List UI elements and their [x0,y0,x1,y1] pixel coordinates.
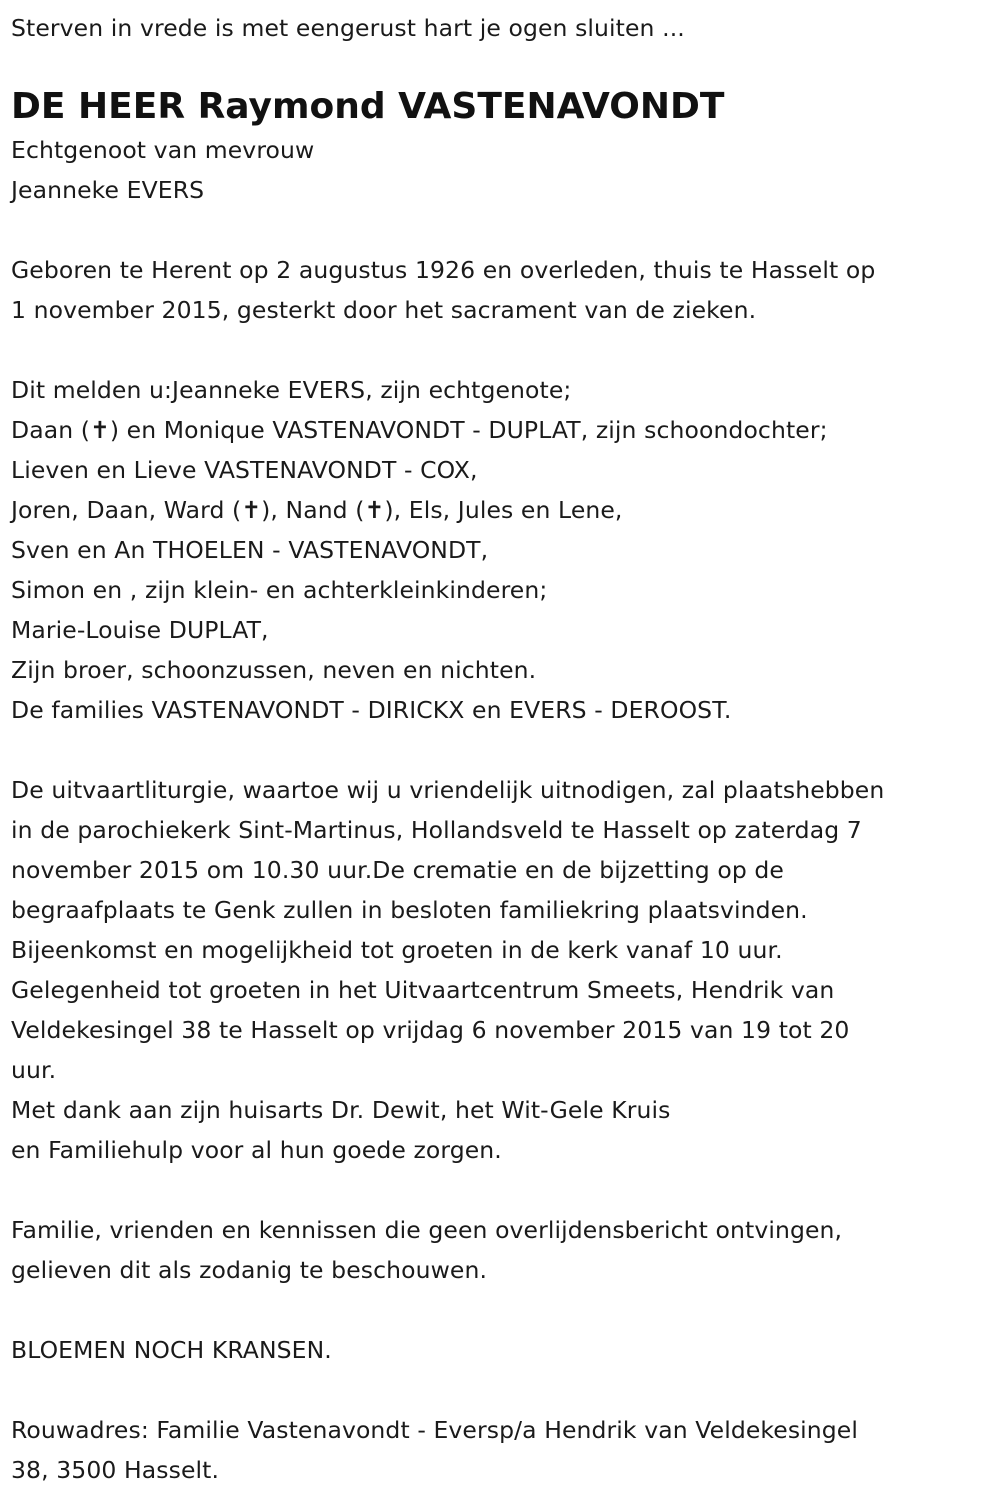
spouse-line: Echtgenoot van mevrouw [11,136,315,164]
family-line: Dit melden u:Jeanneke EVERS, zijn echtgenote; [11,376,572,404]
address-line: Rouwadres: Familie Vastenavondt - Eversp/a Hendrik van Veldekesingel [11,1416,858,1444]
funeral-line: Gelegenheid tot groeten in het Uitvaartcentrum Smeets, Hendrik van [11,976,835,1004]
deceased-name-heading: DE HEER Raymond VASTENAVONDT [11,86,725,127]
address-section [11,1410,990,1490]
funeral-line: Veldekesingel 38 te Hasselt op vrijdag 6 november 2015 van 19 tot 20 [11,1016,850,1044]
family-line: Joren, Daan, Ward (✝), Nand (✝), Els, Jules en Lene, [11,496,623,524]
funeral-line: Met dank aan zijn huisarts Dr. Dewit, het Wit-Gele Kruis [11,1096,671,1124]
notice-line: Familie, vrienden en kennissen die geen overlijdensbericht ontvingen, [11,1216,843,1244]
funeral-line: Bijeenkomst en mogelijkheid tot groeten in de kerk vanaf 10 uur. [11,936,783,964]
funeral-line: en Familiehulp voor al hun goede zorgen. [11,1136,502,1164]
family-line: Marie-Louise DUPLAT, [11,616,269,644]
address-line: 38, 3500 Hasselt. [11,1456,220,1484]
flowers-section [11,1330,990,1370]
funeral-line: begraafplaats te Genk zullen in besloten familiekring plaatsvinden. [11,896,808,924]
family-section [11,370,990,730]
notice-line: gelieven dit als zodanig te beschouwen. [11,1256,488,1284]
family-line: Zijn broer, schoonzussen, neven en nichten. [11,656,537,684]
funeral-line: in de parochiekerk Sint-Martinus, Hollandsveld te Hasselt op zaterdag 7 [11,816,862,844]
birth-death-line: 1 november 2015, gesterkt door het sacrament van de zieken. [11,296,757,324]
family-line: De families VASTENAVONDT - DIRICKX en EVERS - DEROOST. [11,696,732,724]
intro-quote: Sterven in vrede is met eengerust hart je ogen sluiten ... [11,14,685,42]
funeral-line: De uitvaartliturgie, waartoe wij u vriendelijk uitnodigen, zal plaatshebben [11,776,885,804]
birth-death-section [11,250,990,330]
family-line: Simon en , zijn klein- en achterkleinkinderen; [11,576,548,604]
family-line: Sven en An THOELEN - VASTENAVONDT, [11,536,489,564]
spouse-section [11,130,990,210]
funeral-line: november 2015 om 10.30 uur.De crematie en de bijzetting op de [11,856,784,884]
family-line: Lieven en Lieve VASTENAVONDT - COX, [11,456,478,484]
spouse-line: Jeanneke EVERS [11,176,205,204]
funeral-section [11,770,990,1170]
birth-death-line: Geboren te Herent op 2 augustus 1926 en overleden, thuis te Hasselt op [11,256,876,284]
family-line: Daan (✝) en Monique VASTENAVONDT - DUPLAT, zijn schoondochter; [11,416,828,444]
funeral-line: uur. [11,1056,57,1084]
notice-section [11,1210,990,1290]
flowers-line: BLOEMEN NOCH KRANSEN. [11,1336,332,1364]
